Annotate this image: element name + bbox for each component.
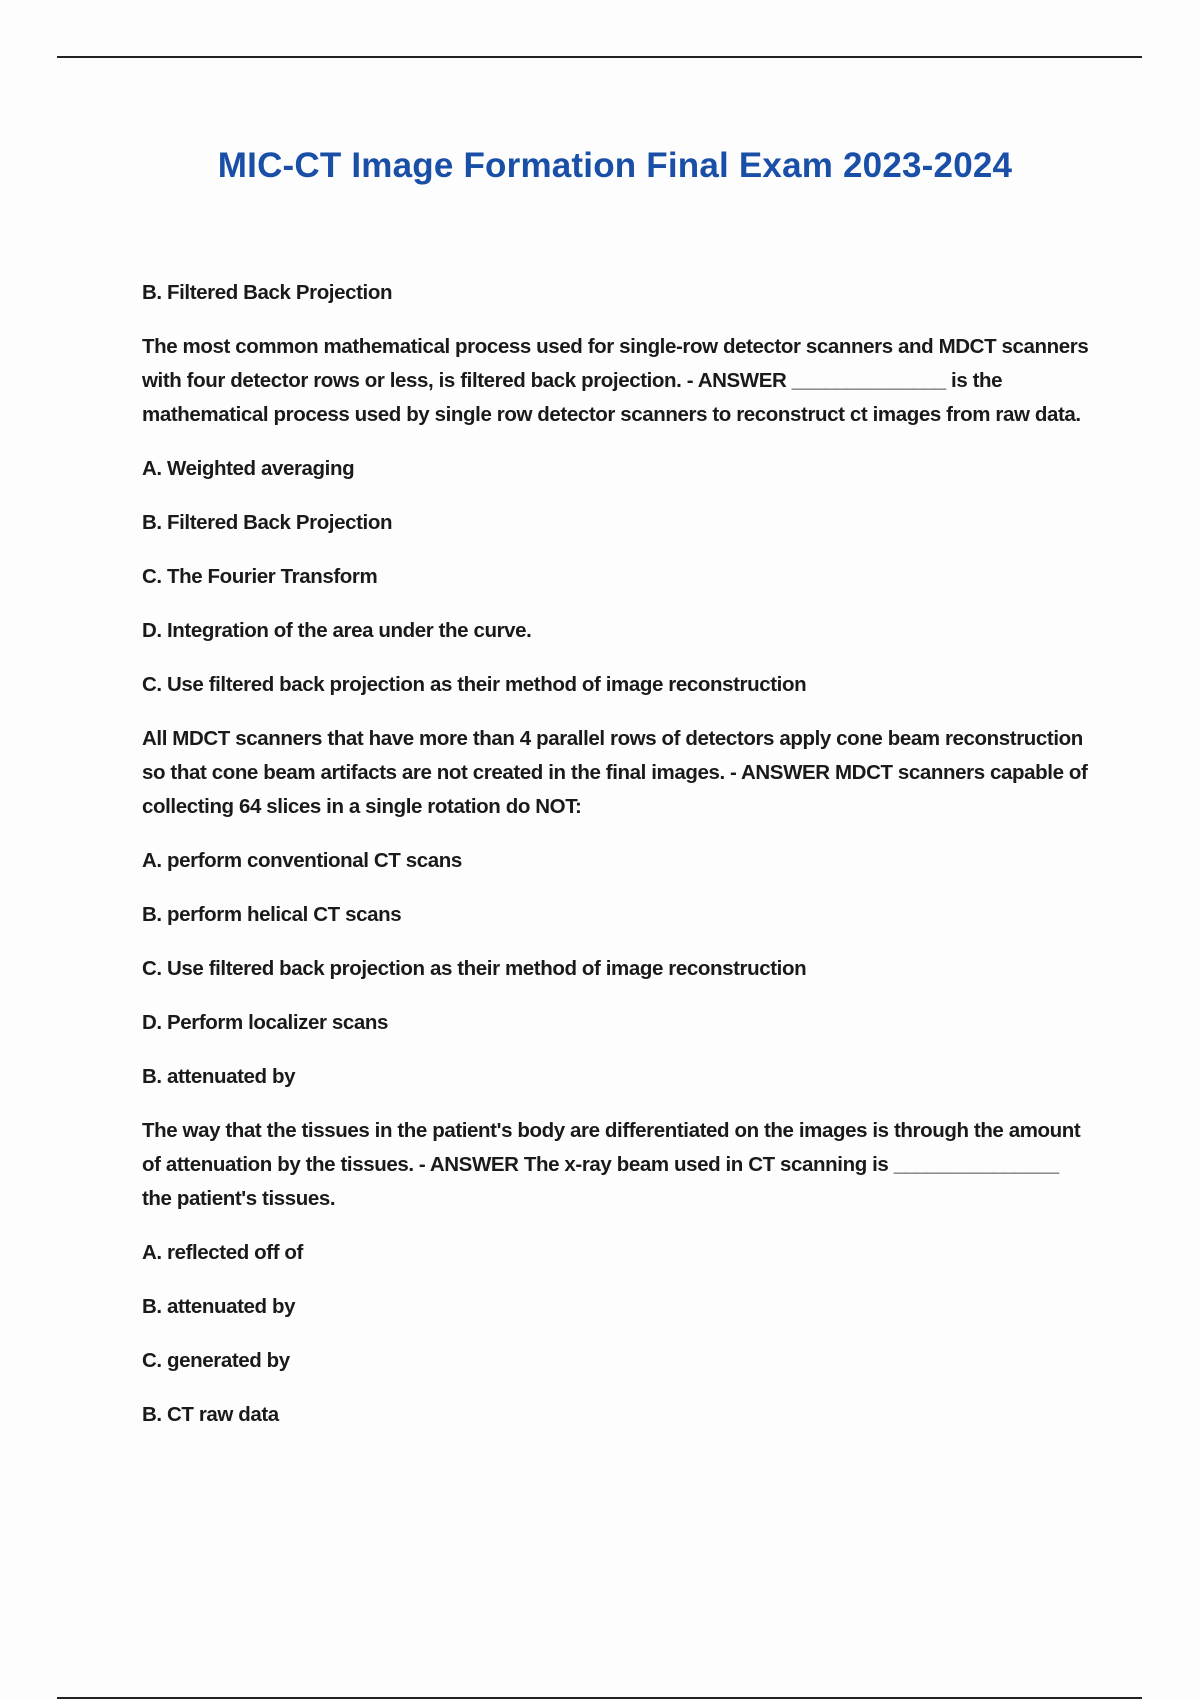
option-d: D. Perform localizer scans (142, 1011, 388, 1034)
option-b: B. Filtered Back Projection (142, 511, 393, 534)
answer-line: C. Use filtered back projection as their method of image reconstruction (142, 673, 807, 696)
footer-rule (57, 1697, 1142, 1699)
option-d: D. Integration of the area under the curve. (142, 619, 532, 642)
question-paragraph: The way that the tissues in the patient's body are differentiated on the images is through the amount of attenuation by the tissues. - ANSWER The x-ray beam used in CT scanning is _______________ the patient's tissues. (142, 1119, 1081, 1210)
option-a: A. reflected off of (142, 1241, 303, 1264)
option-c: C. generated by (142, 1349, 290, 1372)
option-c: C. Use filtered back projection as their method of image reconstruction (142, 957, 807, 980)
answer-line: B. CT raw data (142, 1403, 279, 1426)
header-rule (57, 56, 1142, 58)
option-a: A. Weighted averaging (142, 457, 355, 480)
option-b: B. perform helical CT scans (142, 903, 402, 926)
document-title: MIC-CT Image Formation Final Exam 2023-2024 (217, 146, 1013, 185)
option-b: B. attenuated by (142, 1295, 296, 1318)
option-c: C. The Fourier Transform (142, 565, 378, 588)
question-paragraph: The most common mathematical process used for single-row detector scanners and MDCT scanners with four detector rows or less, is filtered back projection. - ANSWER ______________ is the mathematical process used by single row detector scanners to reconstruct ct images from raw data. (142, 335, 1089, 426)
question-paragraph: All MDCT scanners that have more than 4 parallel rows of detectors apply cone beam reconstruction so that cone beam artifacts are not created in the final images. - ANSWER MDCT scanners capable of collecting 64 slices in a single rotation do NOT: (142, 727, 1088, 818)
answer-line: B. attenuated by (142, 1065, 296, 1088)
answer-line: B. Filtered Back Projection (142, 281, 393, 304)
document-body (142, 276, 1092, 1452)
option-a: A. perform conventional CT scans (142, 849, 462, 872)
